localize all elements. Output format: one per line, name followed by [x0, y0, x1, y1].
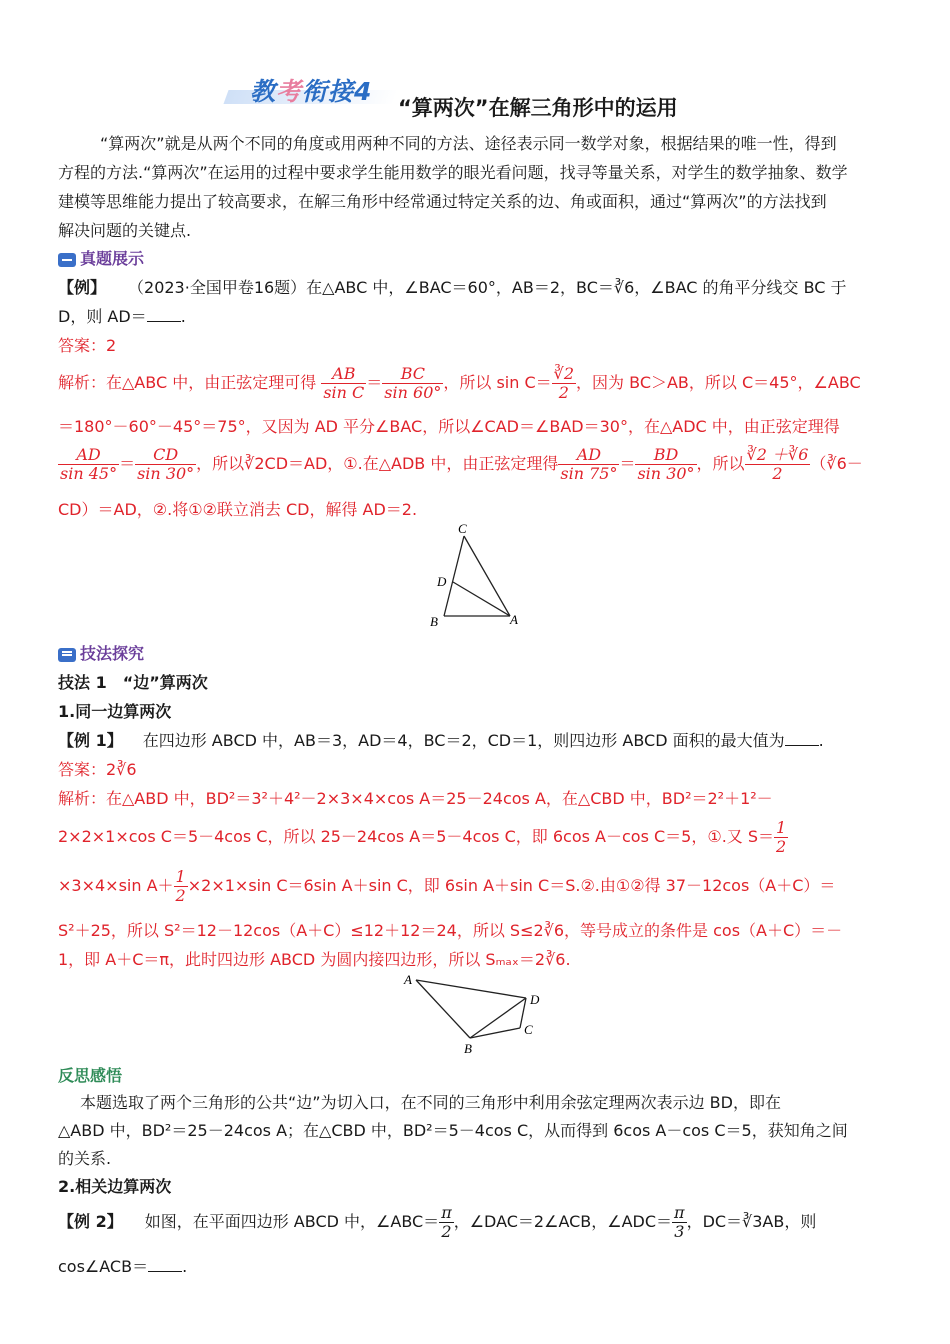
- technique-title: 技法 1 “边”算两次: [58, 673, 208, 692]
- reflection-heading: 反思感悟: [58, 1066, 123, 1085]
- reflection-line-2: △ABD 中，BD²＝25－24cos A；在△CBD 中，BD²＝5－4cos C，从而得到 6cos A－cos C＝5，获知角之间: [58, 1121, 848, 1140]
- section-two-icon: [58, 648, 76, 662]
- label-b: B: [464, 1041, 472, 1056]
- fraction-cd-sin30: $\frac{CD}{\sin 30^\circ}$: [137, 444, 195, 483]
- section-one-icon: [58, 253, 76, 267]
- edge-da: [453, 582, 510, 616]
- fraction-one-half-a: $\frac{1}{2}$: [776, 817, 787, 856]
- section-heading-2: 技法探究: [58, 641, 144, 664]
- answer-blank-2[interactable]: [148, 1257, 182, 1272]
- example1-line: 【例 1】 在四边形 ABCD 中，AB＝3，AD＝4，BC＝2，CD＝1，则四边形 ABCD 面积的最大值为 .: [58, 731, 824, 750]
- example-line-1: 【例】 （2023·全国甲卷16题）在△ABC 中，∠BAC＝60°，AB＝2，BC＝∛6，∠BAC 的角平分线交 BC 于: [58, 278, 847, 297]
- solution-line-4: CD）＝AD，②.将①②联立消去 CD，解得 AD＝2.: [58, 500, 418, 519]
- intro-line-3: 建模等思维能力提出了较高要求，在解三角形中经常通过特定关系的边、角或面积，通过“算两次”的方法找到: [58, 192, 827, 211]
- solution-line-1: 解析：在△ABC 中，由正弦定理可得 $\frac{AB}{\text{sin C}}$ ＝ $\frac{BC}{\sin 60^\circ}$ ，所以 sin C＝ $\frac{∛2}{2}$ ，因为 BC＞AB，所以 C＝45°，∠ABC: [58, 363, 861, 402]
- solution1-line-1: 解析：在△ABD 中，BD²＝3²＋4²－2×3×4×cos A＝25－24cos A，在△CBD 中，BD²＝2²＋1²－: [58, 789, 773, 808]
- subheading-2: 2.相关边算两次: [58, 1177, 172, 1196]
- label-a: A: [510, 612, 518, 627]
- label-d: D: [530, 992, 540, 1007]
- label-b: B: [430, 614, 438, 629]
- edge-ad: [416, 980, 526, 998]
- answer1-line: 答案：2∛6: [58, 760, 137, 779]
- solution1-line-5: 1，即 A＋C＝π，此时四边形 ABCD 为圆内接四边形，所以 Sₘₐₓ＝2∛6.: [58, 950, 571, 969]
- solution1-line-3: ×3×4×sin A＋ $\frac{1}{2}$ ×2×1×sin C＝6sin A＋sin C，即 6sin A＋sin C＝S.②.由①②得 37－12cos（A＋C）＝: [58, 866, 836, 905]
- label-c: C: [458, 521, 467, 536]
- answer-line: 答案：2: [58, 336, 117, 355]
- example2-line-1: 【例 2】 如图，在平面四边形 ABCD 中，∠ABC＝ $\frac{\pi}{2}$ ，∠DAC＝2∠ACB，∠ADC＝ $\frac{\pi}{3}$ ，DC＝∛3AB，则: [58, 1202, 817, 1241]
- fraction-one-half-b: $\frac{1}{2}$: [175, 866, 186, 905]
- solution-line-3: $\frac{AD}{\sin 45^\circ}$ ＝ $\frac{CD}{\sin 30^\circ}$ ，所以∛2CD＝AD，①.在△ADB 中，由正弦定理得 $\frac{AD}{\sin 75^\circ}$ ＝ $\frac{BD}{\sin 30^\circ}$ ，所以 $\frac{∛2 +∛6}{2}$ （∛6－: [60, 444, 863, 483]
- answer-blank[interactable]: [147, 307, 181, 322]
- badge-text: 教考衔接4: [250, 77, 373, 106]
- triangle-figure: [420, 520, 530, 632]
- page-title: “算两次”在解三角形中的运用: [398, 96, 678, 120]
- section-badge: [226, 72, 401, 110]
- fraction-pi-2: $\frac{\pi}{2}$: [441, 1202, 452, 1241]
- quadrilateral-figure: [400, 970, 550, 1058]
- solution-line-2: ＝180°－60°－45°＝75°，又因为 AD 平分∠BAC，所以∠CAD＝∠BAD＝30°，在△ADC 中，由正弦定理得: [58, 417, 840, 436]
- label-c: C: [524, 1022, 533, 1037]
- fraction-root2-2: $\frac{∛2}{2}$: [553, 363, 575, 402]
- reflection-line-3: 的关系.: [58, 1149, 112, 1168]
- label-a: A: [404, 972, 412, 987]
- fraction-roots-2: $\frac{∛2 +∛6}{2}$: [746, 444, 809, 483]
- example2-line-2: cos∠ACB＝ .: [58, 1257, 188, 1276]
- fraction-pi-3: $\frac{\pi}{3}$: [674, 1202, 685, 1241]
- edge-ba: [416, 980, 470, 1038]
- answer-blank-1[interactable]: [785, 731, 819, 746]
- solution1-line-4: S²＋25，所以 S²＝12－12cos（A＋C）≤12＋12＝24，所以 S≤2∛6，等号成立的条件是 cos（A＋C）＝－: [58, 921, 843, 940]
- solution1-line-2: 2×2×1×cos C＝5－4cos C，所以 25－24cos A＝5－4cos C，即 6cos A－cos C＝5，①.又 S＝ $\frac{1}{2}$: [58, 817, 787, 856]
- fraction-ad-sin45: $\frac{AD}{\sin 45^\circ}$: [60, 444, 118, 483]
- fraction-ad-sin75: $\frac{AD}{\sin 75^\circ}$: [560, 444, 618, 483]
- fraction-ab-sinc: $\frac{AB}{\text{sin C}}$: [323, 363, 365, 402]
- fraction-bc-sin60: $\frac{BC}{\sin 60^\circ}$: [384, 363, 442, 402]
- fraction-bd-sin30: $\frac{BD}{\sin 30^\circ}$: [637, 444, 695, 483]
- section-heading-1: 真题展示: [58, 246, 144, 269]
- intro-line-1: “算两次”就是从两个不同的角度或用两种不同的方法、途径表示同一数学对象，根据结果的唯一性，得到: [100, 134, 837, 153]
- label-d: D: [437, 574, 447, 589]
- intro-line-2: 方程的方法.“算两次”在运用的过程中要求学生能用数学的眼光看问题，找寻等量关系，对学生的数学抽象、数学: [58, 163, 848, 182]
- edge-cb: [444, 536, 464, 616]
- edge-ca: [464, 536, 510, 616]
- example-line-2: D，则 AD＝ .: [58, 307, 186, 326]
- reflection-line-1: 本题选取了两个三角形的公共“边”为切入口，在不同的三角形中利用余弦定理两次表示边 BD，即在: [80, 1093, 781, 1112]
- subheading-1: 1.同一边算两次: [58, 702, 172, 721]
- intro-line-4: 解决问题的关键点.: [58, 221, 192, 240]
